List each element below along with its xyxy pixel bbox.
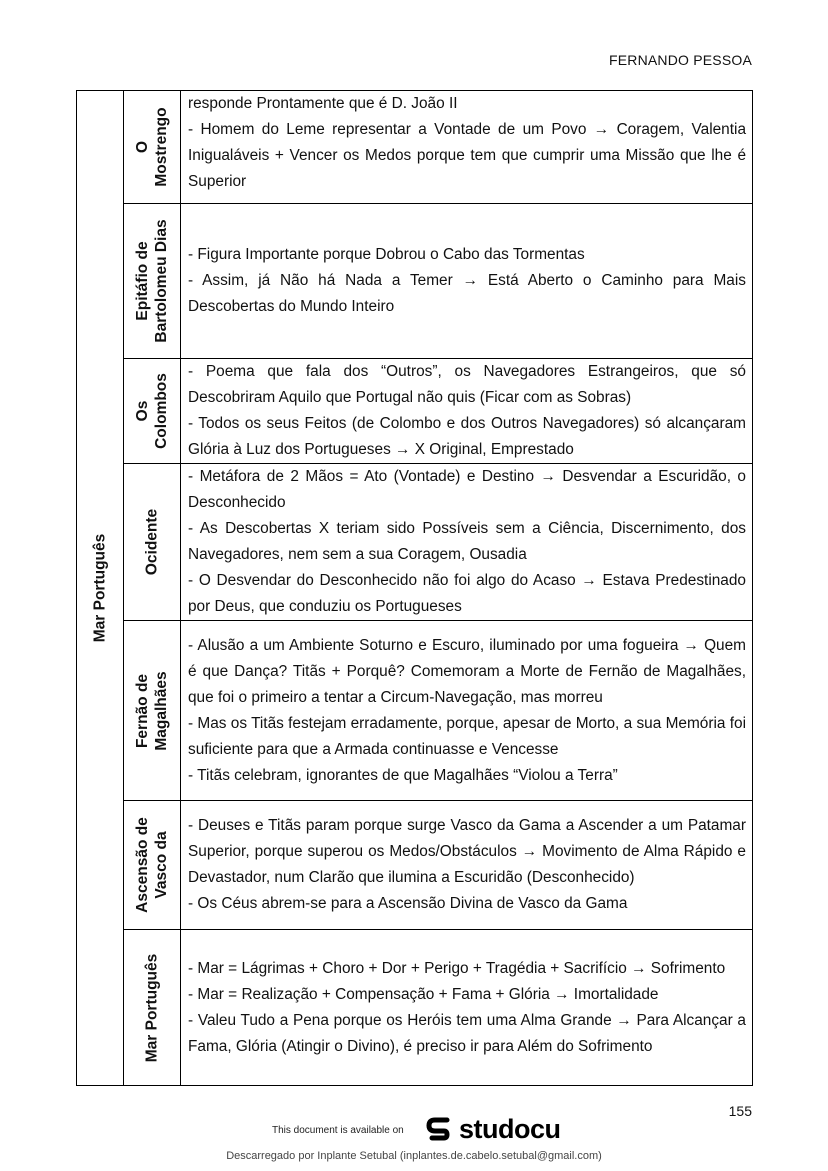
poem-content: - Poema que fala dos “Outros”, os Navegadores Estrangeiros, que só Descobriram Aquilo que Portugal não quis (Ficar com as Sobras) - Todos os seus Feitos (de Colombo e dos Outros Navegadores) só alcançaram Glória à Luz dos Portugueses → X Original, Emprestado: [181, 359, 753, 464]
poem-content: responde Prontamente que é D. João II - Homem do Leme representar a Vontade de um Povo → Coragem, Valentia Inigualáveis + Vencer os Medos porque tem que cumprir uma Missão que lhe é Superior: [181, 91, 753, 204]
poem-title-cell: [124, 621, 181, 801]
table-row: [77, 204, 753, 359]
poem-title: O Mostrengo: [134, 107, 170, 187]
section-title: Mar Português: [91, 533, 109, 643]
poem-summary-table: [76, 90, 753, 1086]
poem-content: - Metáfora de 2 Mãos = Ato (Vontade) e Destino → Desvendar a Escuridão, o Desconhecido - As Descobertas X teriam sido Possíveis sem a Ciência, Discernimento, dos Navegadores, nem sem a sua Coragem, Ousadia - O Desvendar do Desconhecido não foi algo do Acaso → Estava Predestinado por Deus, que conduziu os Portugueses: [181, 464, 753, 621]
studocu-logo[interactable]: [424, 1113, 561, 1145]
poem-title: Ascensão de Vasco da: [134, 817, 170, 913]
section-cell: [77, 91, 124, 1086]
poem-title-cell: [124, 930, 181, 1086]
table-row: [77, 464, 753, 621]
poem-content: - Deuses e Titãs param porque surge Vasco da Gama a Ascender a um Patamar Superior, porque superou os Medos/Obstáculos → Movimento de Alma Rápido e Devastador, num Clarão que ilumina a Escuridão (Desconhecido) - Os Céus abrem-se para a Ascensão Divina de Vasco da Gama: [181, 801, 753, 930]
poem-title-cell: [124, 204, 181, 359]
footer-download-text: Descarregado por Inplante Setubal (inplantes.de.cabelo.setubal@gmail.com): [226, 1150, 602, 1162]
poem-title: Epitáfio de Bartolomeu Dias: [134, 219, 170, 343]
table-row: [77, 621, 753, 801]
poem-title: Os Colombos: [134, 373, 170, 449]
footer-available-text: This document is available on: [272, 1125, 404, 1136]
poem-content: - Mar = Lágrimas + Choro + Dor + Perigo + Tragédia + Sacrifício → Sofrimento - Mar = Realização + Compensação + Fama + Glória → Imortalidade - Valeu Tudo a Pena porque os Heróis tem uma Alma Grande → Para Alcançar a Fama, Glória (Atingir o Divino), é preciso ir para Além do Sofrimento: [181, 930, 753, 1086]
poem-content: - Figura Importante porque Dobrou o Cabo das Tormentas - Assim, já Não há Nada a Temer → Está Aberto o Caminho para Mais Descobertas do Mundo Inteiro: [181, 204, 753, 359]
poem-title: Fernão de Magalhães: [134, 670, 170, 751]
table-row: [77, 801, 753, 930]
studocu-logo-icon: [424, 1113, 456, 1145]
poem-title-cell: [124, 464, 181, 621]
poem-title: Mar Português: [143, 953, 161, 1062]
poem-title-cell: [124, 801, 181, 930]
table-row: [77, 359, 753, 464]
table-row: [77, 930, 753, 1086]
poem-content: - Alusão a um Ambiente Soturno e Escuro, iluminado por uma fogueira → Quem é que Dança? Titãs + Porquê? Comemoram a Morte de Fernão de Magalhães, que foi o primeiro a tentar a Circum-Navegação, mas morreu - Mas os Titãs festejam erradamente, porque, apesar de Morto, a sua Memória foi suficiente para que a Armada continuasse e Vencesse - Titãs celebram, ignorantes de que Magalhães “Violou a Terra”: [181, 621, 753, 801]
header-author: FERNANDO PESSOA: [608, 52, 752, 68]
poem-title-cell: [124, 91, 181, 204]
page-number: 155: [728, 1103, 752, 1119]
studocu-brand-text: studocu: [459, 1113, 561, 1144]
table-row: [77, 91, 753, 204]
poem-title-cell: [124, 359, 181, 464]
poem-title: Ocidente: [143, 508, 161, 576]
